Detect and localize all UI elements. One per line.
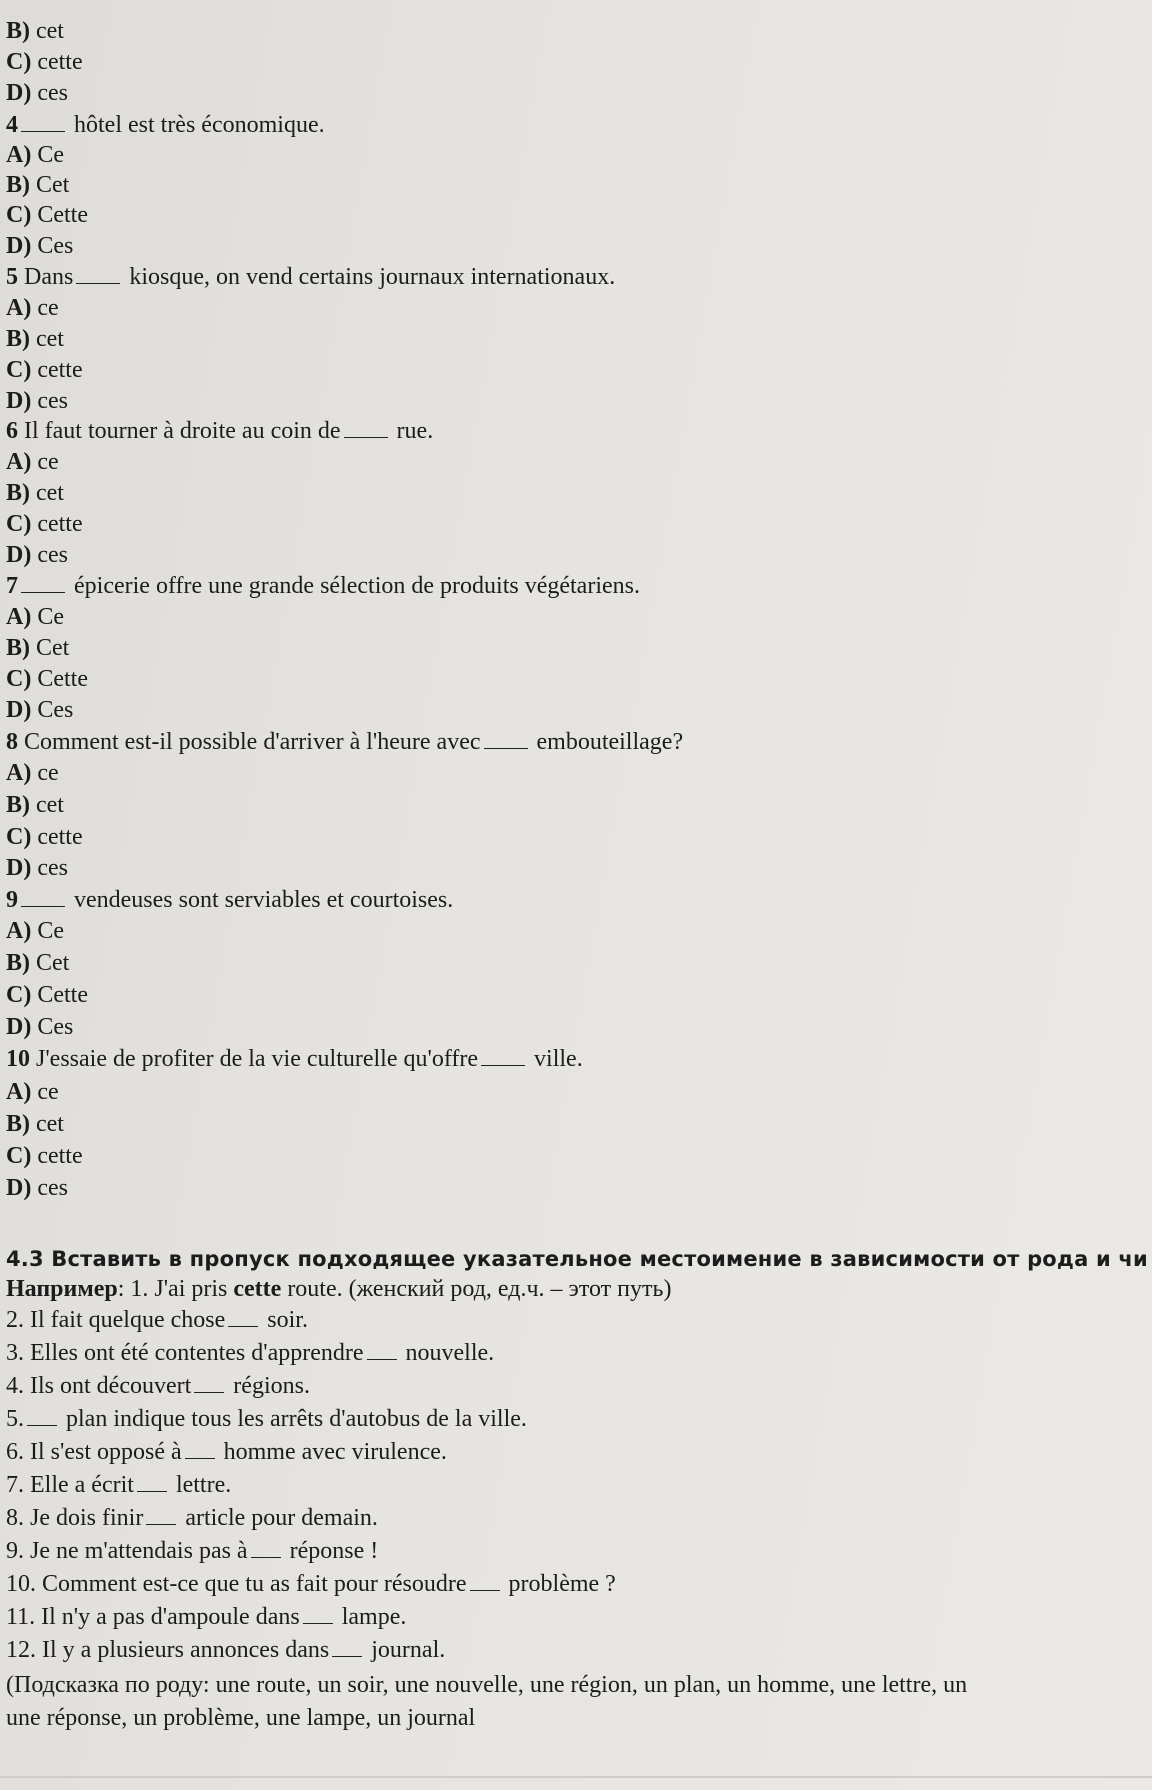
answer-option: C) cette (6, 357, 83, 383)
question-7: 7 épicerie offre une grande sélection de produits végétariens. (6, 573, 640, 599)
exercise-9: 9. Je ne m'attendais pas à réponse ! (6, 1538, 379, 1564)
answer-option: A) Ce (6, 142, 64, 168)
question-8: 8 Comment est-il possible d'arriver à l'heure avec embouteillage? (6, 729, 684, 755)
answer-option: D) Ces (6, 233, 74, 259)
page-edge-divider (0, 1776, 1152, 1778)
answer-option: C) Cette (6, 982, 88, 1008)
exercise-3: 3. Elles ont été contentes d'apprendre nouvelle. (6, 1340, 495, 1366)
example-text: : 1. J'ai pris (117, 1276, 234, 1302)
hint-line-1: (Подсказка по роду: une route, un soir, une nouvelle, une région, un plan, un homme, une lettre, un (6, 1672, 968, 1698)
hint-line-2: une réponse, un problème, une lampe, un journal (6, 1705, 476, 1731)
answer-option: C) cette (6, 49, 83, 75)
answer-option: A) ce (6, 449, 59, 475)
answer-option: B) Cet (6, 635, 70, 661)
answer-option: A) ce (6, 295, 59, 321)
answer-option: C) cette (6, 1143, 83, 1169)
answer-option: B) cet (6, 1111, 64, 1137)
answer-option: C) Cette (6, 666, 88, 692)
exercise-10: 10. Comment est-ce que tu as fait pour résoudre problème ? (6, 1571, 616, 1597)
example-rest: route. (женский род, ед.ч. – этот путь) (281, 1276, 672, 1302)
answer-option: A) Ce (6, 604, 64, 630)
question-9: 9 vendeuses sont serviables et courtoises. (6, 887, 454, 913)
answer-option: B) Cet (6, 950, 70, 976)
exercise-6: 6. Il s'est opposé à homme avec virulence. (6, 1439, 447, 1465)
question-10: 10 J'essaie de profiter de la vie culturelle qu'offre ville. (6, 1046, 583, 1072)
exercise-5: 5. plan indique tous les arrêts d'autobus de la ville. (6, 1406, 527, 1432)
question-4: 4 hôtel est très économique. (6, 112, 325, 138)
answer-option: B) cet (6, 18, 64, 44)
exercise-8: 8. Je dois finir article pour demain. (6, 1505, 378, 1531)
answer-option: A) Ce (6, 918, 64, 944)
answer-option: C) cette (6, 511, 83, 537)
question-6: 6 Il faut tourner à droite au coin de rue. (6, 418, 434, 444)
answer-option: D) Ces (6, 1014, 74, 1040)
answer-option: D) ces (6, 80, 68, 106)
exercise-11: 11. Il n'y a pas d'ampoule dans lampe. (6, 1604, 407, 1630)
exercise-12: 12. Il y a plusieurs annonces dans journal. (6, 1637, 446, 1663)
example-line (6, 1274, 671, 1304)
answer-option: B) cet (6, 792, 64, 818)
example-label: Например (6, 1276, 118, 1302)
answer-option: C) cette (6, 824, 83, 850)
exercise-2: 2. Il fait quelque chose soir. (6, 1307, 308, 1333)
answer-option: B) Cet (6, 172, 70, 198)
answer-option: D) ces (6, 1175, 68, 1201)
answer-option: A) ce (6, 760, 59, 786)
answer-option: C) Cette (6, 202, 88, 228)
section-heading: 4.3 Вставить в пропуск подходящее указательное местоимение в зависимости от рода и чи (6, 1247, 1148, 1271)
exercise-7: 7. Elle a écrit lettre. (6, 1472, 232, 1498)
answer-option: D) ces (6, 542, 68, 568)
answer-option: B) cet (6, 480, 64, 506)
answer-option: D) Ces (6, 697, 74, 723)
answer-option: D) ces (6, 855, 68, 881)
example-bold: cette (233, 1276, 282, 1302)
answer-option: B) cet (6, 326, 64, 352)
answer-option: D) ces (6, 388, 68, 414)
answer-option: A) ce (6, 1079, 59, 1105)
question-5: 5 Dans kiosque, on vend certains journaux internationaux. (6, 264, 616, 290)
exercise-4: 4. Ils ont découvert régions. (6, 1373, 310, 1399)
